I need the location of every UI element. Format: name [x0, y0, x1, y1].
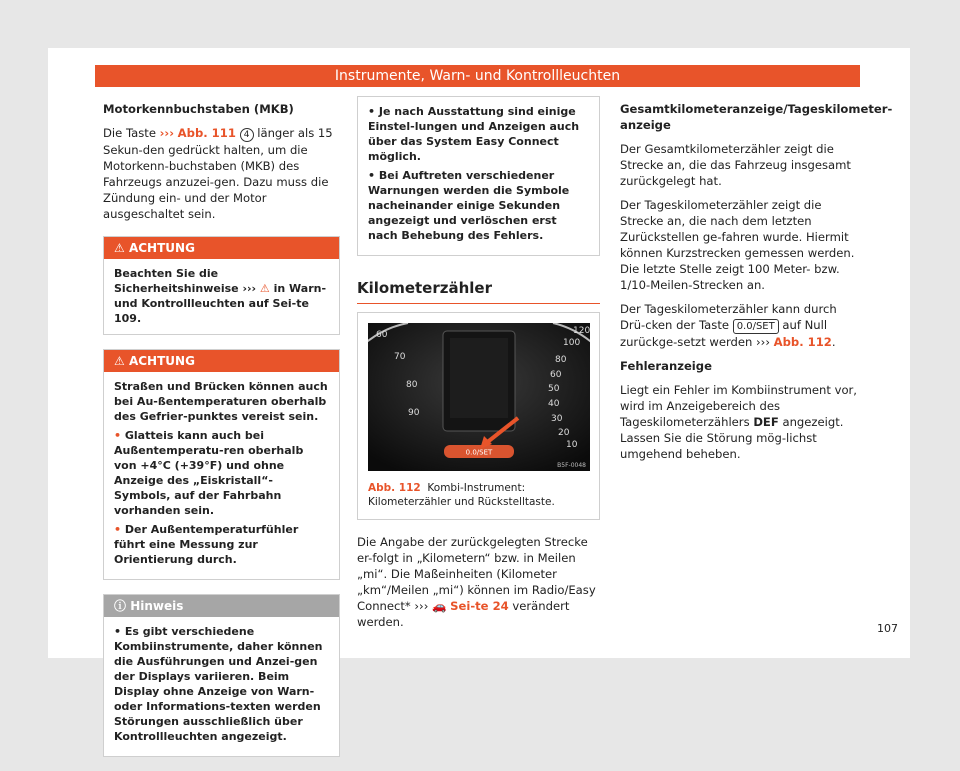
info-icon: ⓘ [114, 599, 127, 613]
figure-ref-link[interactable]: Abb. 111 [177, 126, 236, 140]
page-number: 107 [877, 622, 898, 635]
callout-number: 4 [240, 128, 254, 142]
right-tick-label: 80 [555, 355, 567, 365]
page-header: Instrumente, Warn- und Kontrollleuchten [95, 65, 860, 87]
reset-button-label: 0.0/SET [465, 448, 493, 457]
note-box [103, 594, 340, 757]
instrument-cluster-image [368, 323, 590, 471]
column-1 [103, 101, 340, 771]
car-icon: 🚗 [432, 599, 447, 613]
warning-triangle-icon: ⚠ [259, 282, 270, 295]
column-3 [620, 101, 893, 470]
figure-112 [357, 312, 600, 520]
mkb-paragraph: Die Taste ››› Abb. 111 4 länger als 15 Sekun-den gedrückt halten, um die Motorkenn-buchstaben (MKB) des Fahrzeugs anzuzei-gen. Dazu muss die Zündung ein- und der Motor ausgeschaltet sein. [103, 126, 333, 221]
left-tick-label: 60 [376, 330, 388, 340]
figure-caption: Abb. 112 Kombi-Instrument: Kilometerzähler und Rückstelltaste. [368, 482, 555, 508]
left-tick-label: 90 [408, 408, 420, 418]
list-item: • Es gibt verschiedene Kombiinstrumente, daher können die Ausführungen und Anzei-gen der Displays variieren. Beim Display ohne Anzeige von Warn- oder Informations-texten werden Störungen ausschließlich über Kontrollleuchten angezeigt. [114, 625, 323, 743]
reset-key-label: 0.0/SET [733, 319, 779, 334]
trip-paragraph: Der Tageskilometerzähler zeigt die Strecke an, die nach dem letzten Zurückstellen ge-fahren wurde. Hiermit können Kurzstrecken gemessen werden. Die letzte Stelle zeigt 100 Meter- bzw. 1/10-Meilen-Strecken an. [620, 198, 855, 292]
warning-header: ⚠ ACHTUNG [104, 350, 339, 372]
reset-paragraph: Der Tageskilometerzähler kann durch Drü-cken der Taste 0.0/SET auf Null zurückge-setzt werden ››› Abb. 112. [620, 302, 837, 349]
list-item: • Glatteis kann auch bei Außentemperatu-ren oberhalb von +4°C (+39°F) und ohne Anzeige des „Eiskristall“-Symbols, auf der Fahrbahn vorhanden sein. [114, 429, 304, 517]
figure-ref-link[interactable]: Abb. 112 [773, 335, 832, 349]
right-tick-label: 50 [548, 384, 560, 394]
display-screen [450, 338, 508, 418]
odometer-paragraph: Der Gesamtkilometerzähler zeigt die Strecke an, die das Fahrzeug insgesamt zurückgelegt hat. [620, 142, 851, 188]
heading-odometer: Gesamtkilometeranzeige/Tageskilometer-anzeige [620, 102, 893, 132]
warning-box-1 [103, 236, 340, 335]
warning-body: Straßen und Brücken können auch bei Au-ßentemperaturen oberhalb des Gefrier-punktes vereist sein. • Glatteis kann auch bei Außentemperatu-ren oberhalb von +4°C (+39°F) und ohne Anzeige des „Eiskristall“-Symbols, auf der Fahrbahn vorhanden sein. • Der Außentemperaturfühler führt eine Messung zur Orientierung durch. [114, 380, 328, 566]
right-tick-label: 60 [550, 370, 562, 380]
heading-mkb: Motorkennbuchstaben (MKB) [103, 102, 294, 116]
section-title: Kilometerzähler [357, 280, 600, 304]
right-tick-label: 10 [566, 440, 578, 450]
figure-code: B5F-0048 [557, 462, 586, 469]
note-header: ⓘ Hinweis [104, 595, 339, 617]
left-tick-label: 70 [394, 352, 406, 362]
warning-header: ⚠ ACHTUNG [104, 237, 339, 259]
left-tick-label: 80 [406, 380, 418, 390]
warning-box-2 [103, 349, 340, 580]
list-item: • Bei Auftreten verschiedener Warnungen werden die Symbole nacheinander einige Sekunden angezeigt und verlöschen erst nach Behebung des Fehlers. [368, 169, 570, 242]
page-ref-link[interactable]: Sei-te 24 [450, 599, 509, 613]
right-tick-label: 30 [551, 414, 563, 424]
right-tick-label: 20 [558, 428, 570, 438]
right-tick-label: 40 [548, 399, 560, 409]
note-body [104, 617, 339, 756]
warning-body: Beachten Sie die Sicherheitshinweise ››› ⚠ in Warn- und Kontrollleuchten auf Sei-te 109. [114, 267, 327, 325]
list-item: • Der Außentemperaturfühler führt eine Messung zur Orientierung durch. [114, 523, 299, 566]
info-box [357, 96, 600, 256]
column-2 [357, 96, 600, 638]
list-item: • Je nach Ausstattung sind einige Einstel-lungen und Anzeigen auch über das System Easy Connect möglich. [368, 105, 580, 163]
warning-triangle-icon: ⚠ [114, 241, 125, 255]
right-tick-label: 100 [563, 338, 581, 348]
info-box-body [358, 97, 599, 255]
warning-triangle-icon: ⚠ [114, 354, 125, 368]
units-paragraph: Die Angabe der zurückgelegten Strecke er-folgt in „Kilometern“ bzw. in Meilen „mi“. Die Maßeinheiten (Kilometer „km“/Meilen „mi“) können im Radio/Easy Connect* ››› 🚗 Sei-te 24 verändert werden. [357, 535, 596, 629]
error-paragraph: Liegt ein Fehler im Kombiinstrument vor, wird im Anzeigebereich des Tageskilometerzählers DEF angezeigt. Lassen Sie die Störung mög-lichst umgehend beheben. [620, 383, 857, 461]
heading-error: Fehleranzeige [620, 359, 712, 373]
right-tick-label: 120 [573, 326, 590, 336]
